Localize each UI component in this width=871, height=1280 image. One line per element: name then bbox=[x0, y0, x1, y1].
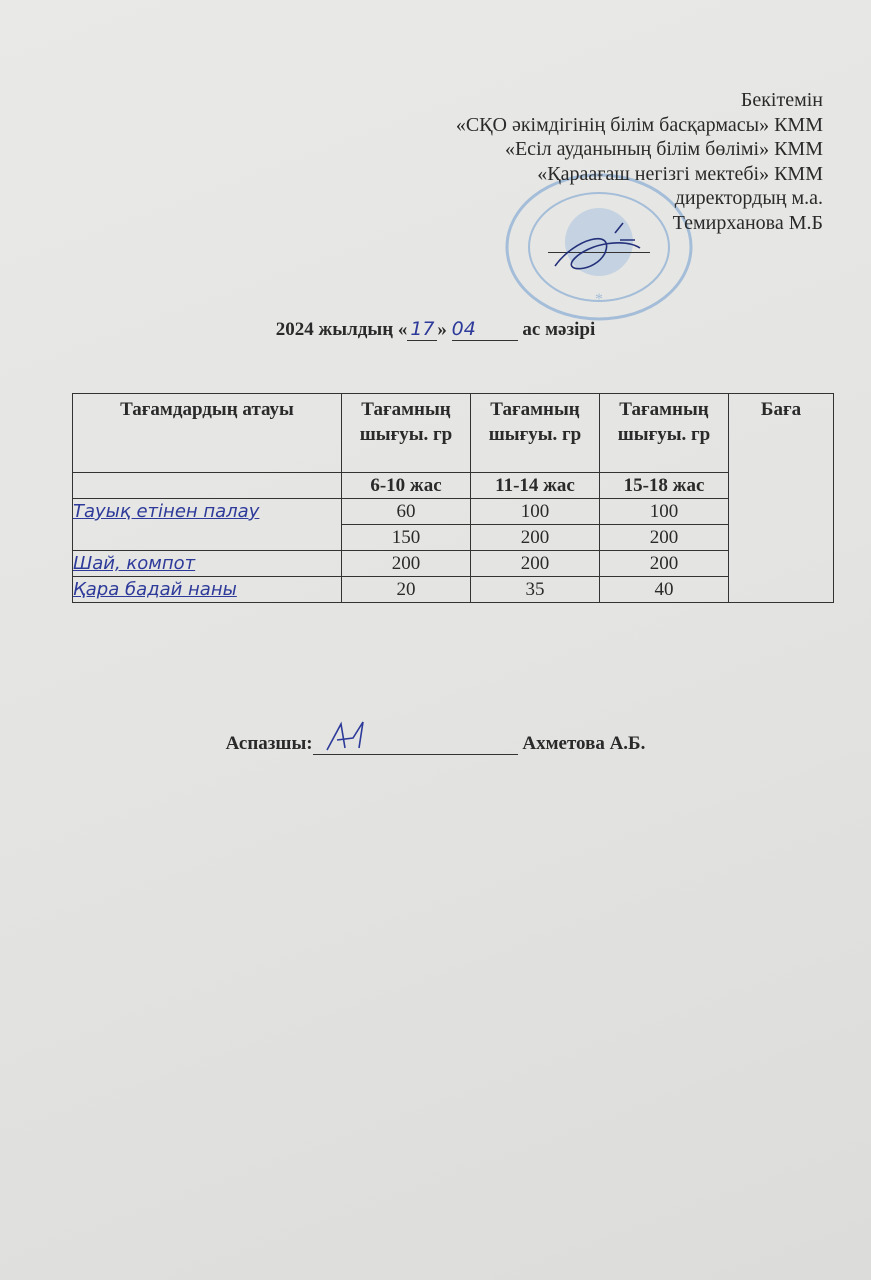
value-cell: 200 bbox=[471, 551, 600, 577]
value-cell: 200 bbox=[342, 551, 471, 577]
approval-line: директордың м.а. bbox=[674, 187, 823, 209]
value-cell: 60 bbox=[342, 499, 471, 525]
approval-line: Темирханова М.Б bbox=[672, 211, 823, 234]
age-group: 11-14 жас bbox=[471, 473, 600, 499]
header-yield: Тағамның шығуы. гр bbox=[600, 394, 729, 473]
cook-name: Ахметова А.Б. bbox=[522, 733, 646, 754]
page-title bbox=[0, 318, 871, 341]
value-cell: 150 bbox=[342, 525, 471, 551]
table-row bbox=[73, 577, 834, 603]
value-cell: 200 bbox=[600, 551, 729, 577]
header-yield: Тағамның шығуы. гр bbox=[342, 394, 471, 473]
value-cell: 100 bbox=[600, 499, 729, 525]
age-group-row bbox=[73, 473, 834, 499]
title-mid: » bbox=[437, 319, 452, 340]
cook-label: Аспазшы: bbox=[225, 733, 313, 754]
svg-text:*: * bbox=[595, 291, 603, 308]
table-row bbox=[73, 551, 834, 577]
menu-table bbox=[72, 393, 834, 603]
value-cell: 40 bbox=[600, 577, 729, 603]
empty-cell bbox=[73, 473, 342, 499]
header-yield: Тағамның шығуы. гр bbox=[471, 394, 600, 473]
dish-name: Шай, компот bbox=[73, 551, 342, 577]
value-cell: 100 bbox=[471, 499, 600, 525]
table-header-row bbox=[73, 394, 834, 473]
cook-signature-block bbox=[0, 733, 871, 755]
cook-signature bbox=[323, 718, 373, 754]
approval-line: «СҚО әкімдігінің білім басқармасы» КММ bbox=[455, 113, 823, 136]
header-dish-name: Тағамдардың атауы bbox=[73, 394, 342, 473]
header-price: Баға bbox=[729, 394, 834, 603]
dish-name: Қара бадай наны bbox=[73, 577, 342, 603]
approval-line: «Есіл ауданының білім бөлімі» КММ bbox=[504, 138, 823, 160]
value-cell: 200 bbox=[471, 525, 600, 551]
value-cell: 35 bbox=[471, 577, 600, 603]
title-month: 04 bbox=[452, 318, 518, 341]
title-prefix: 2024 жылдың « bbox=[275, 319, 408, 340]
value-cell: 20 bbox=[342, 577, 471, 603]
title-suffix: ас мәзірі bbox=[517, 319, 596, 340]
table-row bbox=[73, 499, 834, 525]
value-cell: 200 bbox=[600, 525, 729, 551]
approval-block bbox=[456, 88, 823, 235]
approval-line: «Қараағаш негізгі мектебі» КММ bbox=[537, 162, 823, 185]
age-group: 15-18 жас bbox=[600, 473, 729, 499]
dish-name: Тауық етінен палау bbox=[73, 499, 342, 551]
title-day: 17 bbox=[407, 318, 437, 341]
approval-line: Бекітемін bbox=[740, 89, 823, 111]
age-group: 6-10 жас bbox=[342, 473, 471, 499]
cook-signature-line bbox=[313, 734, 518, 755]
